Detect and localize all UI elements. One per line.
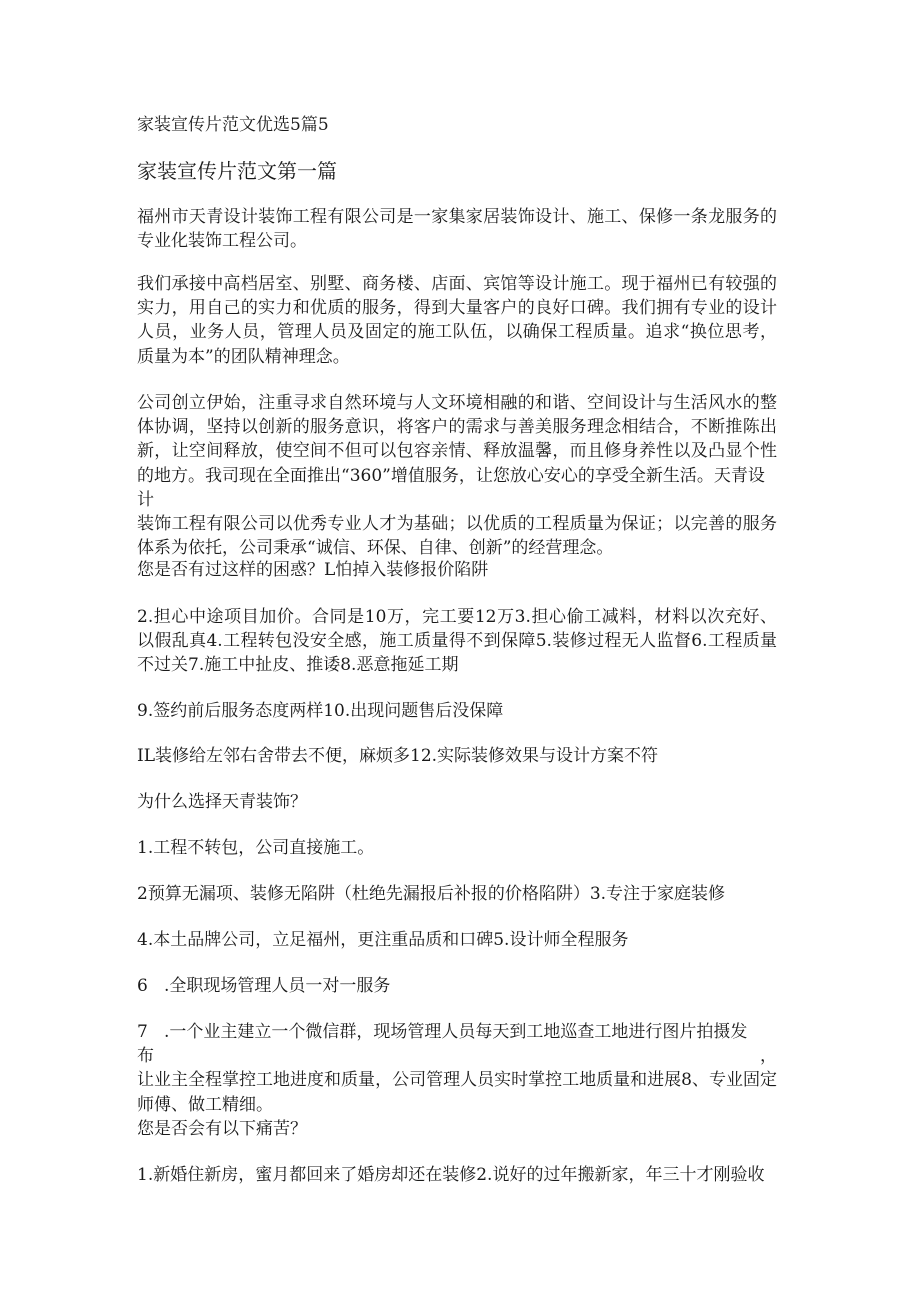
text-line: 装饰工程有限公司以优秀专业人才为基础；以优质的工程质量为保证；以完善的服务 bbox=[137, 514, 777, 535]
paragraph-reason-1 bbox=[137, 836, 374, 860]
text-line: 4.本土品牌公司，立足福州，更注重品质和口碑5.设计师全程服务 bbox=[137, 930, 629, 950]
text-line: 6 .全职现场管理人员一对一服务 bbox=[137, 976, 391, 996]
paragraph-worries-9-10 bbox=[137, 699, 503, 723]
paragraph-reason-4-5 bbox=[137, 928, 628, 952]
text-line: 质量为本”的团队精神理念。 bbox=[137, 346, 350, 367]
text-line: 福州市天青设计装饰工程有限公司是一家集家居装饰设计、施工、保修一条龙服务的 bbox=[137, 207, 777, 227]
paragraph-worries-list bbox=[137, 605, 777, 678]
paragraph-worries-question bbox=[137, 558, 488, 582]
text-line: 不过关7.施工中扯皮、推诿8.恶意拖延工期 bbox=[137, 655, 459, 676]
document-title: 家装宣传片范文优选5篇5 bbox=[137, 115, 329, 135]
paragraph-company-intro bbox=[137, 205, 777, 253]
text-line: 实力，用自己的实力和优质的服务，得到大量客户的良好口碑。我们拥有专业的设计 bbox=[137, 298, 777, 319]
text-line: 体系为依托，公司秉承“诚信、环保、自律、创新”的经营理念。 bbox=[137, 538, 614, 559]
text-line: 专业化装饰工程公司。 bbox=[137, 231, 307, 252]
paragraph-services bbox=[137, 272, 777, 369]
paragraph-why-choose bbox=[137, 790, 307, 814]
text-line: 公司创立伊始，注重寻求自然环境与人文环境相融的和谐、空间设计与生活风水的整 bbox=[137, 393, 777, 413]
paragraph-pain-list bbox=[137, 1163, 764, 1187]
text-line: 的地方。我司现在全面推出“360”增值服务，让您放心安心的享受全新生活。天青设计 bbox=[137, 465, 765, 510]
text-line: IL装修给左邻右舍带去不便，麻烦多12.实际装修效果与设计方案不符 bbox=[137, 746, 659, 766]
text-line: 以假乱真4.工程转包没安全感，施工质量得不到保障5.装修过程无人监督6.工程质量 bbox=[137, 631, 777, 652]
paragraph-philosophy bbox=[137, 391, 777, 560]
text-line: 人员，业务人员，管理人员及固定的施工队伍，以确保工程质量。追求“换位思考， bbox=[137, 322, 777, 343]
paragraph-worries-11-12 bbox=[137, 744, 658, 768]
text-line: 您是否会有以下痛苦？ bbox=[137, 1119, 307, 1139]
paragraph-reason-6 bbox=[137, 974, 390, 998]
text-line: 1.工程不转包，公司直接施工。 bbox=[137, 838, 375, 858]
text-line: 体协调，坚持以创新的服务意识，将客户的需求与善美服务理念相结合，不断推陈出 bbox=[137, 417, 777, 438]
paragraph-reason-7-8 bbox=[137, 1020, 777, 1117]
paragraph-pain-question bbox=[137, 1117, 307, 1141]
text-line: 您是否有过这样的困惑？L怕掉入装修报价陷阱 bbox=[137, 560, 489, 580]
text-line: 为什么选择天青装饰？ bbox=[137, 792, 307, 812]
text-line: 2预算无漏项、装修无陷阱（杜绝先漏报后补报的价格陷阱）3.专注于家庭装修 bbox=[137, 884, 726, 904]
paragraph-reason-2-3 bbox=[137, 882, 725, 906]
text-line: 2.担心中途项目加价。合同是10万，完工要12万3.担心偷工减料，材料以次充好、 bbox=[137, 607, 777, 627]
text-line: 我们承接中高档居室、别墅、商务楼、店面、宾馆等设计施工。现于福州已有较强的 bbox=[137, 274, 777, 294]
text-line: 师傅、做工精细。 bbox=[137, 1094, 273, 1115]
text-line: 9.签约前后服务态度两样10.出现问题售后没保障 bbox=[137, 701, 504, 721]
text-line: 7 .一个业主建立一个微信群，现场管理人员每天到工地巡查工地进行图片拍摄发布， bbox=[137, 1022, 777, 1067]
text-line: 让业主全程掌控工地进度和质量，公司管理人员实时掌控工地质量和进展8、专业固定 bbox=[137, 1070, 777, 1091]
section-heading: 家装宣传片范文第一篇 bbox=[137, 159, 337, 183]
text-line: 新，让空间释放，使空间不但可以包容亲情、释放温馨，而且修身养性以及凸显个性 bbox=[137, 441, 777, 462]
text-line: 1.新婚住新房，蜜月都回来了婚房却还在装修2.说好的过年搬新家，年三十才刚验收 bbox=[137, 1165, 765, 1185]
